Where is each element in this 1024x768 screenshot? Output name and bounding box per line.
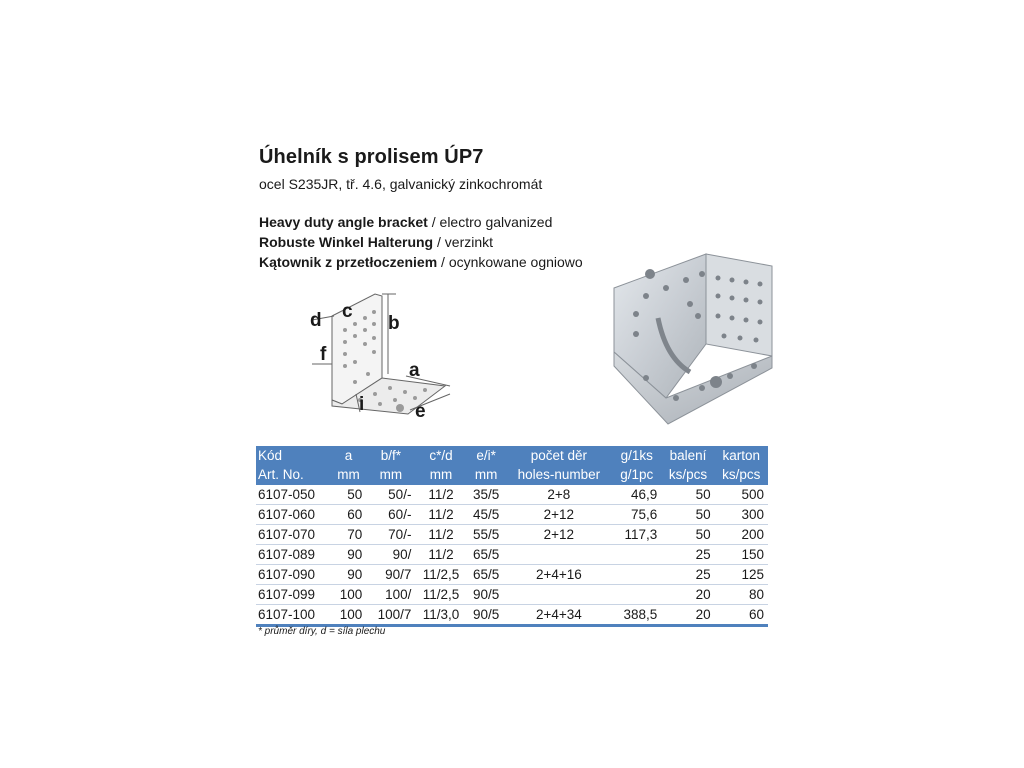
- column-header: balení: [661, 446, 714, 465]
- description-en: [259, 214, 609, 230]
- description-pl-bold: Kątownik z przetłoczeniem: [259, 254, 438, 270]
- dimension-a-label: a: [409, 360, 420, 381]
- description-en-rest: / electro galvanized: [427, 214, 553, 230]
- table-cell: 125: [715, 565, 768, 585]
- table-cell: [612, 585, 661, 605]
- description-de: [259, 234, 609, 250]
- table-cell: 35/5: [467, 485, 506, 505]
- table-cell: 50: [661, 525, 714, 545]
- table-cell: 100: [331, 585, 367, 605]
- column-header: b/f*: [366, 446, 415, 465]
- description-pl-rest: / ocynkowane ogniowo: [437, 254, 583, 270]
- table-cell: 300: [715, 505, 768, 525]
- dimension-d-label: d: [310, 310, 322, 331]
- table-cell: 100: [331, 605, 367, 626]
- table-cell: 2+8: [506, 485, 613, 505]
- table-cell: 2+4+34: [506, 605, 613, 626]
- table-cell: 50: [331, 485, 367, 505]
- table-cell: 60: [331, 505, 367, 525]
- table-cell: 65/5: [467, 565, 506, 585]
- table-cell: 50: [661, 505, 714, 525]
- column-header: a: [331, 446, 367, 465]
- table-cell: 11/2: [415, 525, 466, 545]
- table-header-row-1: [256, 446, 768, 465]
- table-cell: [506, 585, 613, 605]
- bracket-photo-illustration: [606, 248, 776, 428]
- table-row: [256, 485, 768, 505]
- table-cell: 6107-100: [256, 605, 331, 626]
- column-unit: mm: [366, 465, 415, 485]
- footnote: * průměr díry, d = síla plechu: [258, 626, 386, 637]
- table-cell: 6107-089: [256, 545, 331, 565]
- description-en-bold: Heavy duty angle bracket: [259, 214, 428, 230]
- table-cell: 6107-099: [256, 585, 331, 605]
- dimension-c-label: c: [342, 301, 353, 322]
- table-cell: 50: [661, 485, 714, 505]
- dimension-diagram: [300, 282, 460, 422]
- table-row: [256, 585, 768, 605]
- specification-table: [256, 446, 768, 627]
- product-photo: [606, 248, 776, 428]
- table-cell: 20: [661, 605, 714, 626]
- dimension-e-label: e: [415, 401, 426, 422]
- table-cell: 70/-: [366, 525, 415, 545]
- table-row: [256, 525, 768, 545]
- column-header: počet děr: [506, 446, 613, 465]
- description-pl: [259, 254, 609, 270]
- table-cell: 117,3: [612, 525, 661, 545]
- table-cell: 90/: [366, 545, 415, 565]
- column-unit: Art. No.: [256, 465, 331, 485]
- description-de-rest: / verzinkt: [433, 234, 494, 250]
- table-cell: 75,6: [612, 505, 661, 525]
- column-unit: mm: [467, 465, 506, 485]
- column-unit: ks/pcs: [715, 465, 768, 485]
- dimension-b-label: b: [388, 313, 400, 334]
- table-cell: 65/5: [467, 545, 506, 565]
- table-cell: 45/5: [467, 505, 506, 525]
- table-cell: 46,9: [612, 485, 661, 505]
- table-cell: 6107-060: [256, 505, 331, 525]
- table-cell: 11/2: [415, 485, 466, 505]
- table-body: [256, 485, 768, 626]
- column-header: e/i*: [467, 446, 506, 465]
- column-unit: mm: [331, 465, 367, 485]
- table-cell: 55/5: [467, 525, 506, 545]
- column-unit: g/1pc: [612, 465, 661, 485]
- column-header: g/1ks: [612, 446, 661, 465]
- table-cell: 100/7: [366, 605, 415, 626]
- column-unit: ks/pcs: [661, 465, 714, 485]
- table-cell: [612, 545, 661, 565]
- table-cell: 388,5: [612, 605, 661, 626]
- table-cell: 90: [331, 565, 367, 585]
- column-header: Kód: [256, 446, 331, 465]
- column-unit: mm: [415, 465, 466, 485]
- table-row: [256, 605, 768, 626]
- table-cell: 100/: [366, 585, 415, 605]
- table-cell: 25: [661, 565, 714, 585]
- column-header: karton: [715, 446, 768, 465]
- column-unit: holes-number: [506, 465, 613, 485]
- table-cell: [506, 545, 613, 565]
- table-cell: 11/3,0: [415, 605, 466, 626]
- table-header-row-2: [256, 465, 768, 485]
- table-row: [256, 505, 768, 525]
- material-subtitle: ocel S235JR, tř. 4.6, galvanický zinkochromát: [259, 176, 543, 192]
- dimension-i-label: i: [359, 394, 365, 415]
- table-cell: 6107-050: [256, 485, 331, 505]
- table-cell: 6107-090: [256, 565, 331, 585]
- table-cell: 25: [661, 545, 714, 565]
- table-cell: 90: [331, 545, 367, 565]
- table-cell: 150: [715, 545, 768, 565]
- dimension-f-label: f: [320, 344, 327, 365]
- description-de-bold: Robuste Winkel Halterung: [259, 234, 434, 250]
- table-cell: 11/2,5: [415, 565, 466, 585]
- table-cell: 11/2: [415, 505, 466, 525]
- product-title: Úhelník s prolisem ÚP7: [259, 146, 484, 168]
- table-cell: 500: [715, 485, 768, 505]
- table-cell: 200: [715, 525, 768, 545]
- table-cell: 90/5: [467, 585, 506, 605]
- table-cell: 11/2: [415, 545, 466, 565]
- table-cell: 2+12: [506, 505, 613, 525]
- table-row: [256, 565, 768, 585]
- table-header: [256, 446, 768, 485]
- table-cell: 6107-070: [256, 525, 331, 545]
- table-cell: 70: [331, 525, 367, 545]
- table-cell: 90/5: [467, 605, 506, 626]
- table-cell: 60: [715, 605, 768, 626]
- table-cell: 11/2,5: [415, 585, 466, 605]
- table-row: [256, 545, 768, 565]
- table-cell: [612, 565, 661, 585]
- table-cell: 2+4+16: [506, 565, 613, 585]
- table-cell: 50/-: [366, 485, 415, 505]
- table-cell: 2+12: [506, 525, 613, 545]
- table-cell: 80: [715, 585, 768, 605]
- table-cell: 90/7: [366, 565, 415, 585]
- table-cell: 60/-: [366, 505, 415, 525]
- column-header: c*/d: [415, 446, 466, 465]
- table-cell: 20: [661, 585, 714, 605]
